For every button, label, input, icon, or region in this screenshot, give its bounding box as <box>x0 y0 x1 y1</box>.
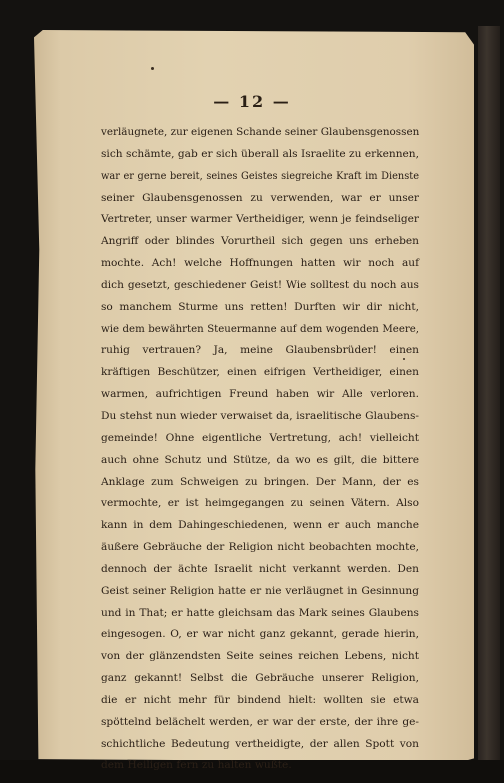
text-line: Du stehst nun wieder verwaiset da, israelitische Glaubens- <box>101 409 419 422</box>
text-line: so manchem Sturme uns retten! Durften wir dir nicht, <box>101 300 419 313</box>
text-line: sich schämte, gab er sich überall als Israelite zu erkennen, <box>101 147 419 160</box>
text-line: seiner Glaubensgenossen zu verwenden, war er unser <box>101 191 419 204</box>
text-line: spöttelnd belächelt werden, er war der erste, der ihre ge- <box>101 715 419 728</box>
text-line: von der glänzendsten Seite seines reichen Lebens, nicht <box>101 650 419 663</box>
text-line: Vertreter, unser warmer Vertheidiger, wenn je feindseliger <box>101 213 419 226</box>
text-line: und in That; er hatte gleichsam das Mark seines Glaubens <box>101 606 419 619</box>
text-line: warmen, aufrichtigen Freund haben wir Alle verloren. <box>101 388 419 401</box>
text-line: Angriff oder blindes Vorurtheil sich gegen uns erheben <box>101 235 419 248</box>
text-line: Anklage zum Schweigen zu bringen. Der Mann, der es <box>101 475 419 488</box>
text-line: dich gesetzt, geschiedener Geist! Wie solltest du noch aus <box>101 278 419 291</box>
text-line: schichtliche Bedeutung vertheidigte, der allen Spott von <box>101 737 419 750</box>
text-line: kann in dem Dahingeschiedenen, wenn er auch manche <box>101 519 419 532</box>
text-line: Geist seiner Religion hatte er nie verläugnet in Gesinnung <box>101 584 419 597</box>
text-line: verläugnete, zur eigenen Schande seiner Glaubensgenossen <box>101 126 420 138</box>
text-line: die er nicht mehr für bindend hielt: wollten sie etwa <box>101 693 419 706</box>
text-line: kräftigen Beschützer, einen eifrigen Vertheidiger, einen <box>101 366 419 379</box>
text-line: ganz gekannt! Selbst die Gebräuche unserer Religion, <box>101 672 419 685</box>
text-line: ruhig vertrauen? Ja, meine Glaubensbrüder! einen <box>101 344 419 357</box>
page-number: — 12 — <box>213 92 291 111</box>
text-line: war er gerne bereit, seines Geistes siegreiche Kraft im Dienste <box>101 170 419 182</box>
facing-page-edge <box>478 26 500 766</box>
text-line: auch ohne Schutz und Stütze, da wo es gilt, die bittere <box>101 453 419 466</box>
text-line: mochte. Ach! welche Hoffnungen hatten wir noch auf <box>101 257 419 270</box>
text-line: dem Heiligen fern zu halten wußte. <box>101 759 292 772</box>
text-line: wie dem bewährten Steuermanne auf dem wogenden Meere, <box>101 323 419 335</box>
paper-speck <box>151 67 154 70</box>
text-line: eingesogen. O, er war nicht ganz gekannt, gerade hierin, <box>101 628 419 641</box>
text-line: gemeinde! Ohne eigentliche Vertretung, ach! vielleicht <box>101 431 419 444</box>
text-line: dennoch der ächte Israelit nicht verkannt werden. Den <box>101 562 419 575</box>
text-line: äußere Gebräuche der Religion nicht beobachten mochte, <box>101 541 419 554</box>
text-line: vermochte, er ist heimgegangen zu seinen Vätern. Also <box>101 497 419 510</box>
body-text <box>101 122 419 777</box>
